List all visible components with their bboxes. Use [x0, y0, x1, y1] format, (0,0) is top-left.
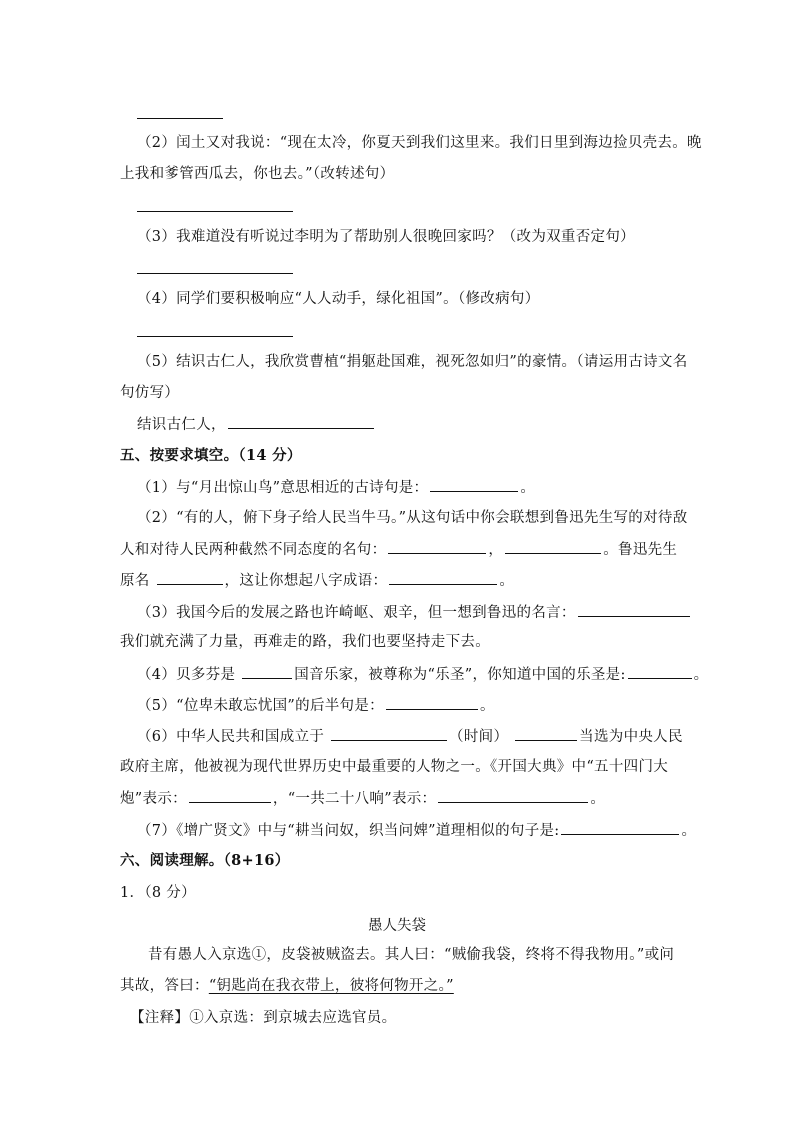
f7-end: 。 [681, 823, 697, 839]
f5-blank[interactable] [386, 695, 478, 710]
q5-text: （5）结识古仁人，我欣赏曹植“捐躯赴国难，视死忽如归”的豪情。（请运用古诗文名 [137, 354, 688, 370]
passage-answer-intro: 其故，答曰： [120, 978, 209, 994]
f2-blank-1[interactable] [388, 539, 486, 554]
f4-blank-2[interactable] [628, 664, 692, 679]
f2-idiom-label: ，这让你想起八字成语： [224, 573, 388, 589]
f1-blank[interactable] [430, 477, 518, 492]
f3-text: （3）我国今后的发展之路也许崎岖、艰辛，但一想到鲁迅的名言： [137, 605, 576, 621]
f2-blank-2[interactable] [505, 539, 601, 554]
f6-text-cont: 政府主席，他被视为现代世界历史中最重要的人物之一。《开国大典》中“五十四门大 [120, 759, 669, 775]
f5-row [137, 695, 697, 716]
f7-row [137, 820, 697, 841]
f6-blank-3[interactable] [189, 788, 271, 803]
f7-text: （7）《增广贤文》中与“耕当问奴，织当问婢”道理相似的句子是: [137, 823, 560, 839]
f2-row [120, 539, 680, 560]
f2-end: 。 [499, 573, 515, 589]
f6-blank-4[interactable] [438, 788, 588, 803]
f2-text-end: 。鲁迅先生 [603, 542, 678, 558]
passage-line-1: 昔有愚人入京选①，皮袋被贼盗去。其人曰：“贼偷我袋，终将不得我物用。”或问 [148, 947, 675, 963]
f6-blank-2[interactable] [515, 726, 577, 741]
passage-line-2 [120, 976, 680, 996]
f1-end: 。 [520, 480, 536, 496]
f7-blank[interactable] [561, 820, 679, 835]
q2-text: （2）闰土又对我说：“现在太冷，你夏天到我们这里来。我们日里到海边捡贝壳去。晚 [137, 135, 702, 151]
f6-row [137, 726, 697, 747]
q4-text: （4）同学们要积极响应“人人动手，绿化祖国”。（修改病句） [137, 291, 540, 307]
f2-row-2 [120, 570, 680, 591]
section-6-heading: 六、阅读理解。（8+16） [120, 852, 290, 869]
passage-title: 愚人失袋 [368, 918, 426, 934]
f4-text-2: 国音乐家，被尊称为“乐圣”，你知道中国的乐圣是: [294, 667, 626, 683]
q5-prompt: 结识古仁人， [137, 417, 226, 433]
q5-text-cont: 句仿写） [120, 385, 180, 401]
f6-text-1: （6）中华人民共和国成立于 [137, 729, 325, 745]
q3-text: （3）我难道没有听说过李明为了帮助别人很晚回家吗？（改为双重否定句） [137, 229, 635, 245]
f3-blank[interactable] [578, 602, 690, 617]
f6-row-3 [120, 788, 680, 809]
passage-underlined-quote: “钥匙尚在我衣带上，彼将何物开之。” [208, 978, 454, 994]
f5-text: （5）“位卑未敢忘忧国”的后半句是： [137, 698, 384, 714]
f4-blank-1[interactable] [242, 664, 292, 679]
f6-end: 。 [590, 791, 606, 807]
f5-end: 。 [479, 698, 495, 714]
answer-line [137, 211, 293, 212]
q5-answer-row [137, 414, 697, 435]
q2-text-cont: 上我和爹管西瓜去，你也去。”（改转述句） [120, 166, 395, 182]
section-5-heading: 五、按要求填空。（14 分） [120, 447, 302, 464]
answer-line [137, 336, 293, 337]
f4-row [137, 664, 709, 685]
f2-blank-3[interactable] [157, 570, 223, 585]
f3-row [137, 602, 697, 623]
f4-text-1: （4）贝多芬是 [137, 667, 236, 683]
f1-text: （1）与“月出惊山鸟”意思相近的古诗句是： [137, 480, 429, 496]
f6-time-label: （时间） [449, 729, 509, 745]
passage-note: 【注释】①入京选：到京城去应选官员。 [130, 1010, 397, 1026]
reading-1-label: 1．（8 分） [120, 885, 196, 901]
f2-text-cont: 人和对待人民两种截然不同态度的名句： [120, 542, 387, 558]
f1-row [137, 477, 697, 498]
f6-text-2: 当选为中央人民 [579, 729, 683, 745]
f6-blank-1[interactable] [331, 726, 447, 741]
f2-text: （2）“有的人，俯下身子给人民当牛马。”从这句话中你会联想到鲁迅先生写的对待敌 [137, 510, 688, 526]
answer-line [137, 118, 223, 119]
q5-blank[interactable] [228, 414, 374, 429]
f3-text-cont: 我们就充满了力量，再难走的路，我们也要坚持走下去。 [120, 634, 490, 650]
f6-salute-label: ，“一共二十八响”表示： [272, 791, 437, 807]
f2-comma: ， [488, 542, 504, 558]
f4-end: 。 [693, 667, 709, 683]
f6-cannon-label: 炮”表示： [120, 791, 187, 807]
f2-original-name-label: 原名 [120, 573, 150, 589]
f2-blank-4[interactable] [389, 570, 497, 585]
answer-line [137, 273, 293, 274]
